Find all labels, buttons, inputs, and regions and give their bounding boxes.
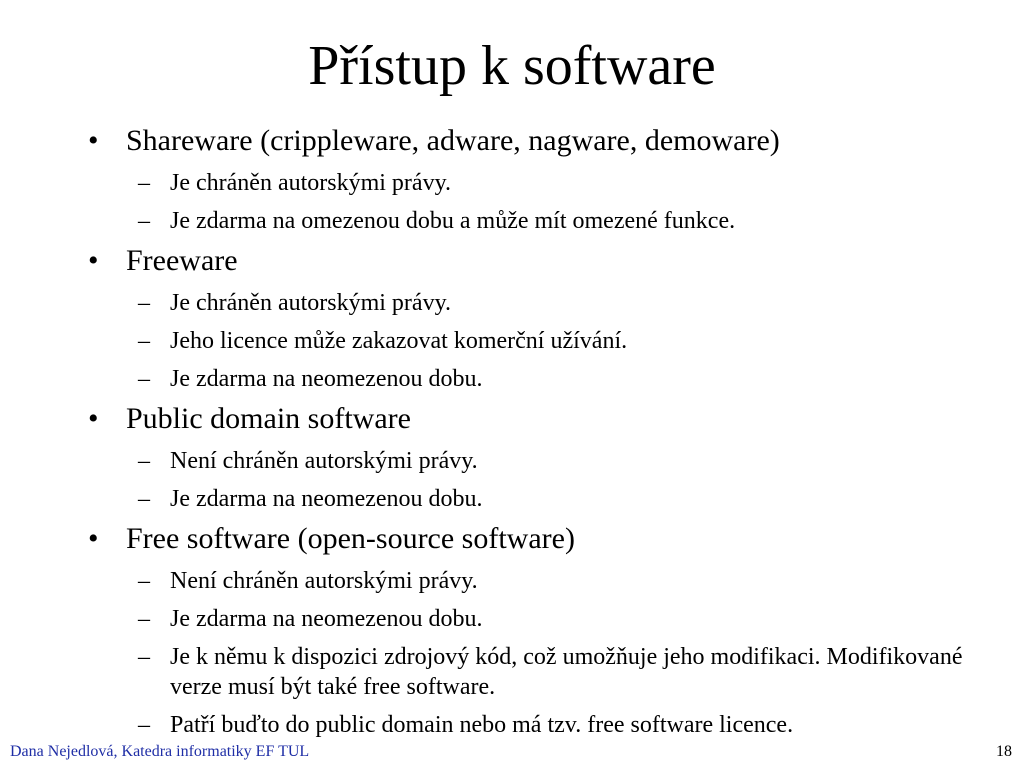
dash-icon: – bbox=[138, 170, 150, 196]
bullet-label: Shareware (crippleware, adware, nagware, demoware) bbox=[126, 124, 780, 157]
dash-icon: – bbox=[138, 606, 150, 632]
sub-item-text: Patří buďto do public domain nebo má tzv. free software licence. bbox=[170, 712, 794, 738]
dash-icon: – bbox=[138, 448, 150, 474]
sub-list-freeware bbox=[82, 288, 982, 394]
sub-item bbox=[82, 484, 982, 514]
sub-item-text: Je zdarma na neomezenou dobu. bbox=[170, 486, 483, 512]
sub-item bbox=[82, 206, 982, 236]
sub-item-text: Je zdarma na omezenou dobu a může mít omezené funkce. bbox=[170, 208, 736, 234]
sub-item bbox=[82, 364, 982, 394]
dash-icon: – bbox=[138, 208, 150, 234]
sub-item bbox=[82, 642, 982, 702]
sub-list-free-software bbox=[82, 566, 982, 740]
slide-title: Přístup k software bbox=[308, 35, 716, 97]
dash-icon: – bbox=[138, 290, 150, 316]
sub-item-text: Je k němu k dispozici zdrojový kód, což umožňuje jeho modifikaci. Modifikované verze musí být také free software. bbox=[170, 644, 963, 700]
footer-author: Dana Nejedlová, Katedra informatiky EF TUL bbox=[10, 743, 310, 760]
page-number: 18 bbox=[996, 743, 1012, 760]
bullet-icon: • bbox=[88, 402, 99, 435]
slide-content bbox=[82, 122, 982, 740]
bullet-icon: • bbox=[88, 124, 99, 157]
sub-item-text: Není chráněn autorskými právy. bbox=[170, 448, 478, 474]
sub-item-text: Je zdarma na neomezenou dobu. bbox=[170, 366, 483, 392]
sub-item-text: Je chráněn autorskými právy. bbox=[170, 170, 452, 196]
sub-item-text: Je zdarma na neomezenou dobu. bbox=[170, 606, 483, 632]
bullet-item-public-domain bbox=[82, 400, 982, 438]
bullet-icon: • bbox=[88, 244, 99, 277]
bullet-label: Public domain software bbox=[126, 402, 411, 435]
dash-icon: – bbox=[138, 568, 150, 594]
bullet-item-shareware bbox=[82, 122, 982, 160]
sub-item-text: Není chráněn autorskými právy. bbox=[170, 568, 478, 594]
bullet-item-free-software bbox=[82, 520, 982, 558]
sub-list-public-domain bbox=[82, 446, 982, 514]
bullet-label: Freeware bbox=[126, 244, 238, 277]
sub-item bbox=[82, 446, 982, 476]
bullet-icon: • bbox=[88, 522, 99, 555]
dash-icon: – bbox=[138, 712, 150, 738]
bullet-label: Free software (open-source software) bbox=[126, 522, 575, 555]
bullet-item-freeware bbox=[82, 242, 982, 280]
dash-icon: – bbox=[138, 328, 150, 354]
dash-icon: – bbox=[138, 366, 150, 392]
sub-item bbox=[82, 604, 982, 634]
sub-item bbox=[82, 326, 982, 356]
dash-icon: – bbox=[138, 644, 150, 670]
sub-item bbox=[82, 710, 982, 740]
dash-icon: – bbox=[138, 486, 150, 512]
sub-item bbox=[82, 168, 982, 198]
sub-item bbox=[82, 288, 982, 318]
sub-item-text: Jeho licence může zakazovat komerční užívání. bbox=[170, 328, 628, 354]
sub-list-shareware bbox=[82, 168, 982, 236]
sub-item bbox=[82, 566, 982, 596]
sub-item-text: Je chráněn autorskými právy. bbox=[170, 290, 452, 316]
